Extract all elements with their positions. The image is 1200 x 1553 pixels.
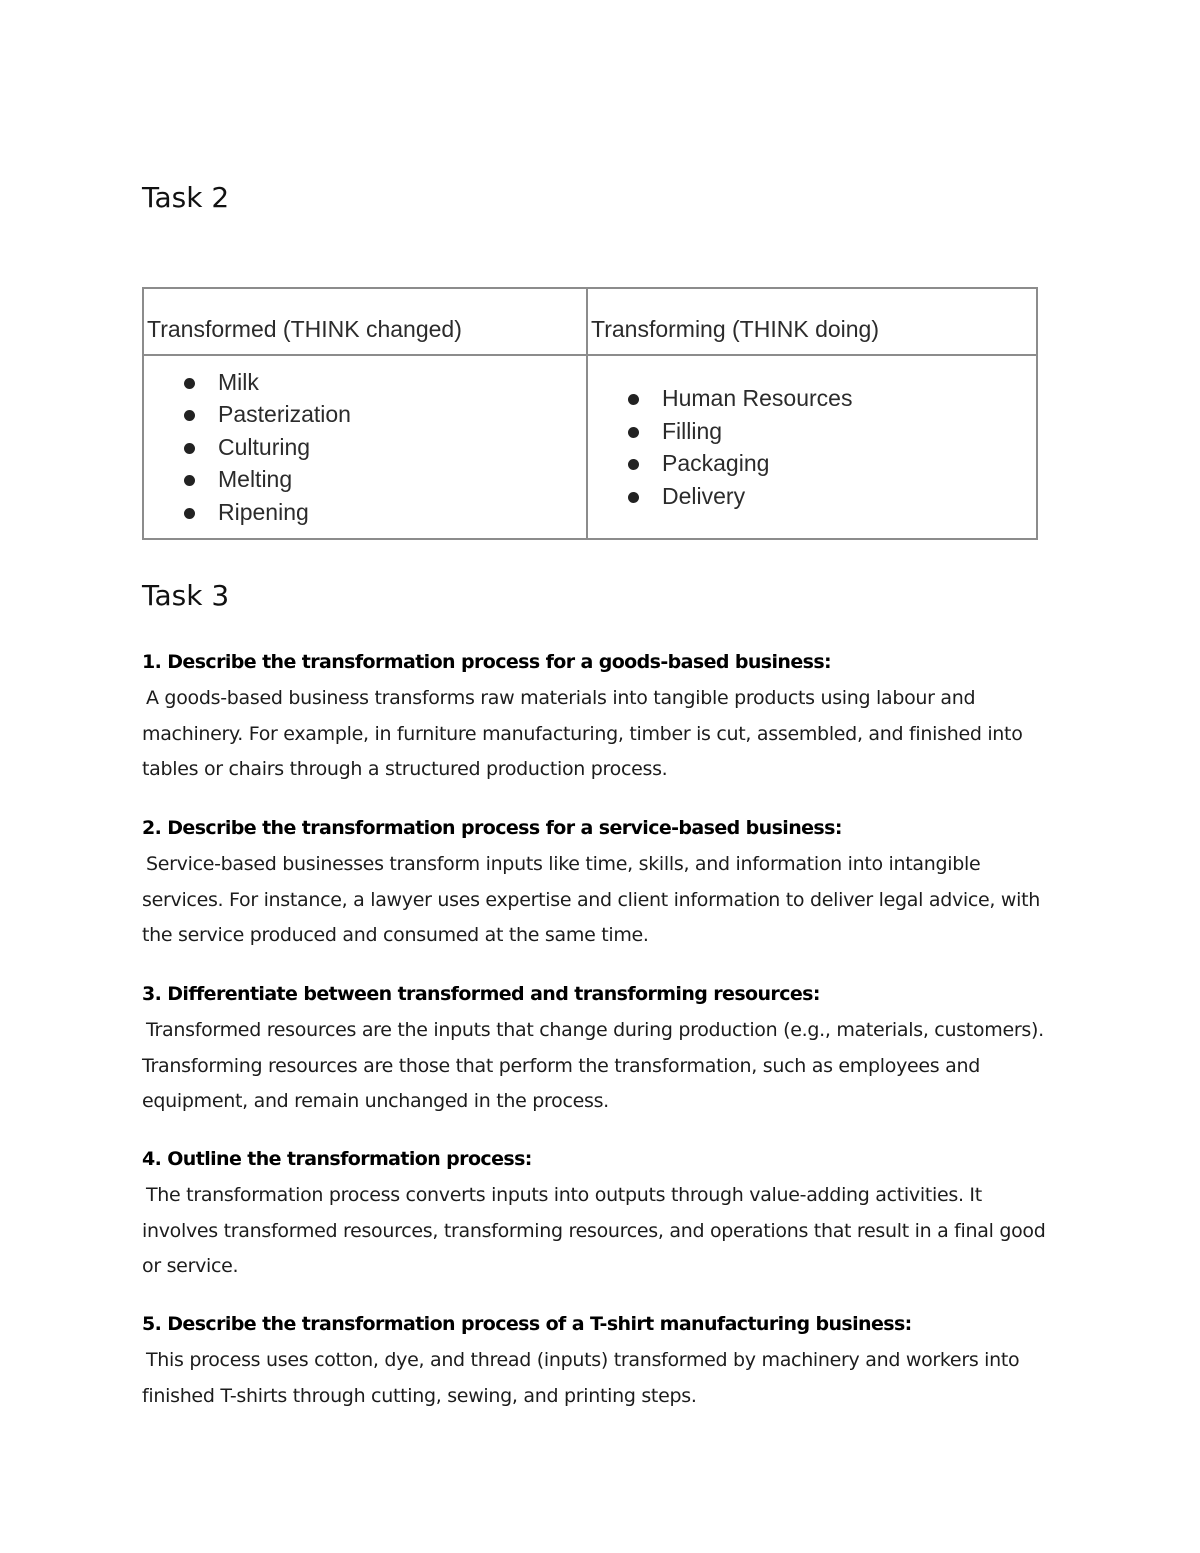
question-block-3 [142,981,1062,1120]
answer-text: Service-based businesses transform inputs like time, skills, and information into intangible services. For instance, a lawyer uses expertise and client information to deliver legal advice, with the service produced and consumed at the same time. [142,853,1041,947]
transforming-cell [587,355,1037,539]
task2-heading: Task 2 [142,181,230,214]
list-item: Filling [624,415,1036,448]
answer-text: Transformed resources are the inputs that change during production (e.g., materials, customers). Transforming resources are those that perform the transformation, such as employees and equipment, and remain unchanged in the process. [142,1019,1044,1113]
transformed-cell [143,355,587,539]
answer-text: A goods-based business transforms raw materials into tangible products using labour and machinery. For example, in furniture manufacturing, timber is cut, assembled, and finished into tables or chairs through a structured production process. [142,687,1023,781]
question-text: 2. Describe the transformation process for a service-based business: [142,817,842,839]
list-item: Culturing [180,431,586,464]
question-block-5 [142,1311,1062,1414]
transforming-header: Transforming (THINK doing) [587,288,1037,355]
transformed-list [144,366,586,529]
table-header-row [143,288,1037,355]
question-block-4 [142,1146,1062,1285]
question-block-2 [142,815,1062,954]
list-item: Delivery [624,480,1036,513]
transformed-header: Transformed (THINK changed) [143,288,587,355]
list-item: Pasterization [180,398,586,431]
list-item: Melting [180,463,586,496]
question-block-1 [142,649,1062,788]
resources-table [142,287,1038,540]
list-item: Ripening [180,496,586,529]
list-item: Human Resources [624,382,1036,415]
answer-text: This process uses cotton, dye, and thread (inputs) transformed by machinery and workers into finished T-shirts through cutting, sewing, and printing steps. [142,1349,1020,1407]
answer-text: The transformation process converts inputs into outputs through value-adding activities. It involves transformed resources, transforming resources, and operations that result in a final good or service. [142,1184,1046,1278]
transforming-list [588,382,1036,512]
task3-heading: Task 3 [142,579,230,612]
question-text: 1. Describe the transformation process for a goods-based business: [142,651,832,673]
question-text: 5. Describe the transformation process of a T-shirt manufacturing business: [142,1313,912,1335]
question-text: 4. Outline the transformation process: [142,1148,532,1170]
table-body-row [143,355,1037,539]
list-item: Milk [180,366,586,399]
list-item: Packaging [624,447,1036,480]
question-text: 3. Differentiate between transformed and transforming resources: [142,983,820,1005]
